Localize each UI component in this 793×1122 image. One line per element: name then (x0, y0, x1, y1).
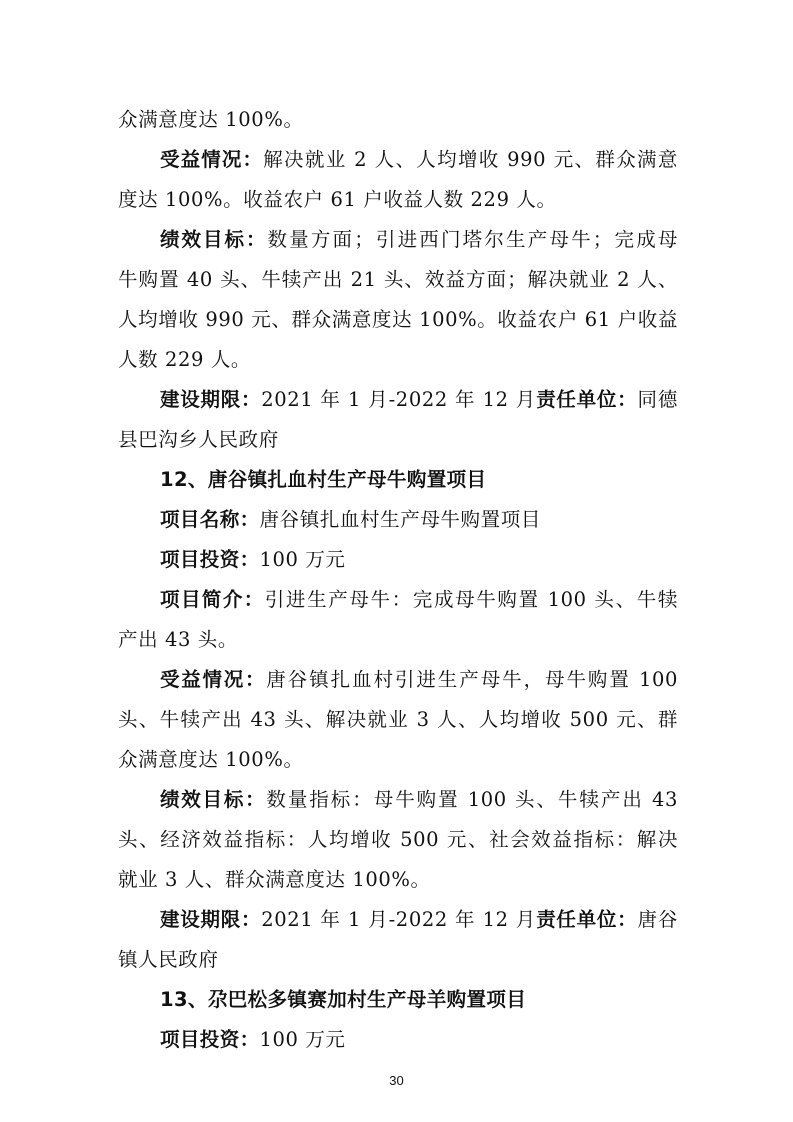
paragraph-line: 就业 3 人、群众满意度达 100%。 (118, 868, 431, 891)
paragraph-line: 人均增收 990 元、群众满意度达 100%。收益农户 61 户收益 (118, 308, 678, 331)
paragraph-line: 众满意度达 100%。 (118, 108, 304, 131)
summary-paragraph: 项目简介：引进生产母牛：完成母牛购置 100 头、牛犊 (160, 588, 678, 611)
field-label: 建设期限： (160, 388, 262, 411)
investment-paragraph: 项目投资：100 万元 (160, 1028, 346, 1051)
field-label: 项目投资： (160, 548, 260, 571)
paragraph-line: 产出 43 头。 (118, 628, 239, 651)
paragraph-line: 镇人民政府 (118, 948, 219, 971)
field-label: 绩效目标： (160, 228, 268, 251)
section-heading-13: 13、尕巴松多镇赛加村生产母羊购置项目 (160, 988, 527, 1011)
field-label: 受益情况： (160, 148, 264, 171)
schedule-paragraph: 建设期限：2021 年 1 月-2022 年 12 月责任单位：唐谷 (160, 908, 678, 931)
investment-paragraph: 项目投资：100 万元 (160, 548, 346, 571)
paragraph-line: 牛购置 40 头、牛犊产出 21 头、效益方面；解决就业 2 人、 (118, 268, 678, 291)
paragraph-line: 头、牛犊产出 43 头、解决就业 3 人、人均增收 500 元、群 (118, 708, 678, 731)
paragraph-line: 众满意度达 100%。 (118, 748, 304, 771)
performance-paragraph: 绩效目标：数量方面；引进西门塔尔生产母牛；完成母 (160, 228, 678, 251)
field-label: 受益情况： (160, 668, 267, 691)
field-label: 项目简介： (160, 588, 265, 611)
field-label: 绩效目标： (160, 788, 267, 811)
field-label: 责任单位： (536, 388, 638, 411)
page-number: 30 (389, 1073, 404, 1088)
paragraph-line: 度达 100%。收益农户 61 户收益人数 229 人。 (118, 188, 557, 211)
benefit-paragraph: 受益情况：解决就业 2 人、人均增收 990 元、群众满意 (160, 148, 678, 171)
section-heading-12: 12、唐谷镇扎血村生产母牛购置项目 (160, 468, 487, 491)
field-label: 责任单位： (536, 908, 638, 931)
paragraph-line: 头、经济效益指标：人均增收 500 元、社会效益指标：解决 (118, 828, 678, 851)
paragraph-line: 人数 229 人。 (118, 348, 252, 371)
field-label: 项目投资： (160, 1028, 260, 1051)
schedule-paragraph: 建设期限：2021 年 1 月-2022 年 12 月责任单位：同德 (160, 388, 678, 411)
field-label: 项目名称： (160, 508, 260, 531)
project-name-paragraph: 项目名称：唐谷镇扎血村生产母牛购置项目 (160, 508, 541, 531)
paragraph-line: 县巴沟乡人民政府 (118, 428, 279, 451)
field-label: 建设期限： (160, 908, 262, 931)
performance-paragraph: 绩效目标：数量指标：母牛购置 100 头、牛犊产出 43 (160, 788, 678, 811)
benefit-paragraph: 受益情况：唐谷镇扎血村引进生产母牛，母牛购置 100 (160, 668, 678, 691)
